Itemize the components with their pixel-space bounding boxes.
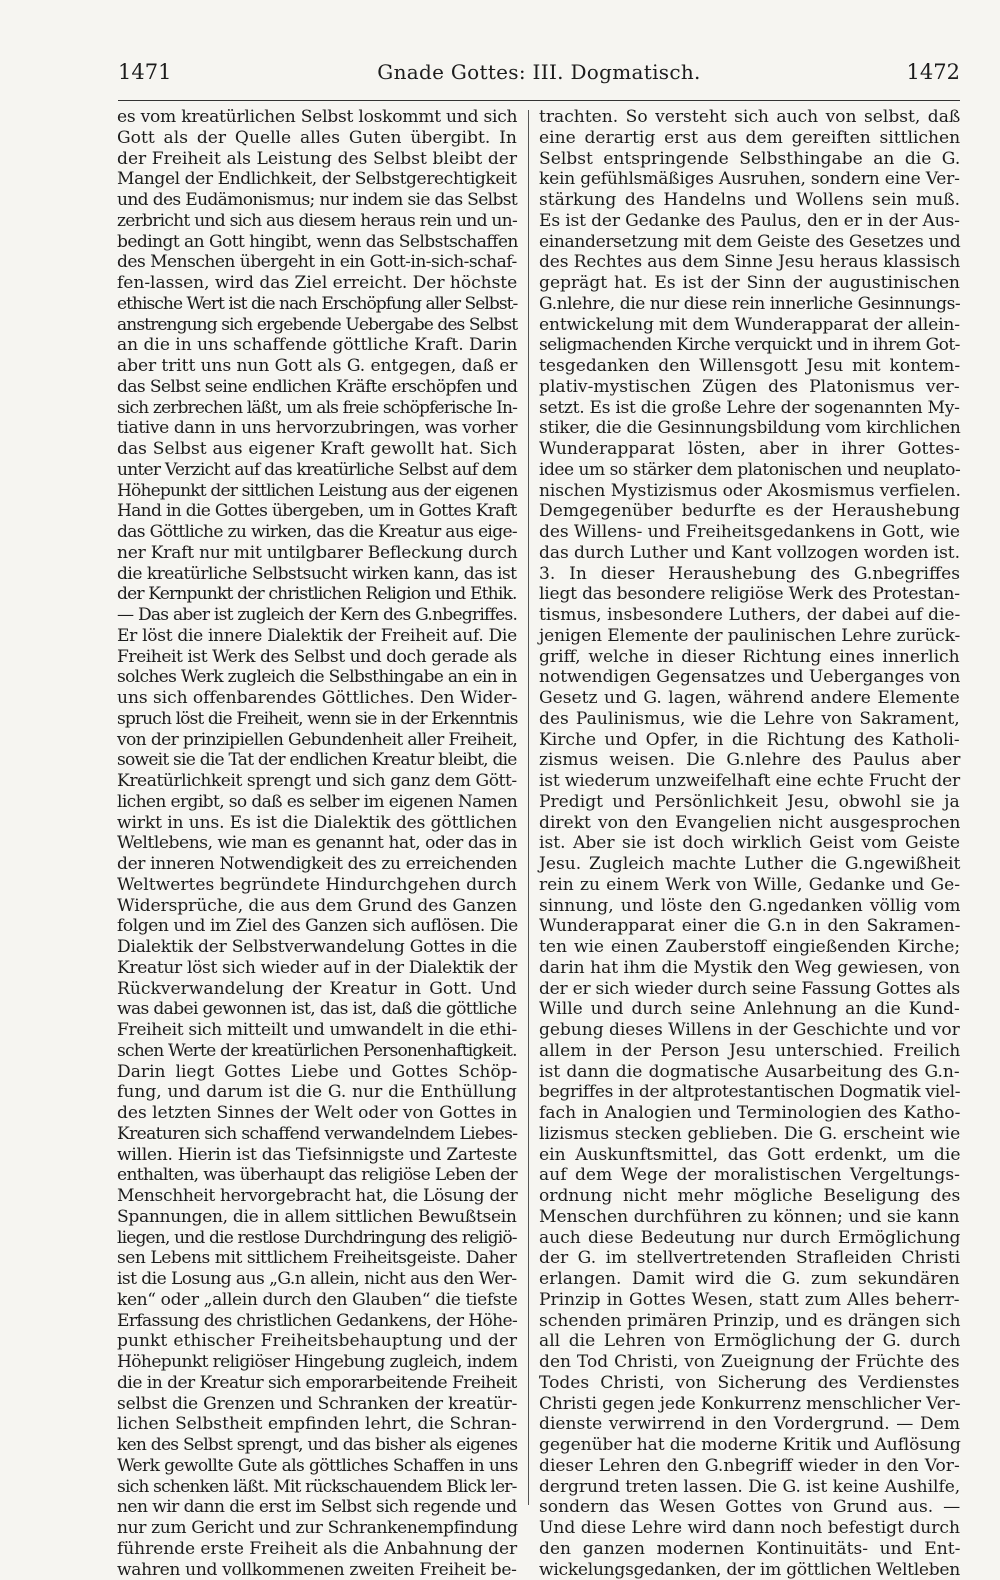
text-line: allem in der Person Jesu unterschied. Freilich — [539, 1041, 960, 1062]
text-line: ner Kraft nur mit untilgbarer Befleckung durch — [117, 543, 517, 564]
text-line: ein Auskunftsmittel, das Gott erdenkt, um die — [539, 1145, 960, 1166]
text-line: rein zu einem Werk von Wille, Gedanke und Ge- — [539, 875, 960, 896]
text-line: den Tod Christi, von Zueignung der Früchte des — [539, 1352, 960, 1373]
text-line: Christi gegen jede Konkurrenz menschlicher Ver- — [539, 1394, 960, 1415]
text-line: gegenüber hat die moderne Kritik und Auflösung — [539, 1435, 960, 1456]
text-line: Werk gewollte Gute als göttliches Schaffen in uns — [117, 1456, 517, 1477]
text-line: ist wiederum unzweifelhaft eine echte Frucht der — [539, 771, 960, 792]
text-line: tismus, insbesondere Luthers, der dabei auf die- — [539, 605, 960, 626]
text-line: der G. im stellvertretenden Strafleiden Christi — [539, 1248, 960, 1269]
text-line: ist. Aber sie ist doch wirklich Geist vom Geiste — [539, 833, 960, 854]
text-line: nen wir dann die erst im Selbst sich regende und — [117, 1497, 517, 1518]
text-line: Demgegenüber bedurfte es der Heraushebung — [539, 501, 960, 522]
text-line: Predigt und Persönlichkeit Jesu, obwohl sie ja — [539, 792, 960, 813]
text-line: Wunderapparat lösten, aber in ihrer Gottes- — [539, 439, 960, 460]
text-line: dieser Lehren den G.nbegriff wieder in den Vor- — [539, 1456, 960, 1477]
text-line: Weltwertes begründete Hindurchgehen durch — [117, 875, 517, 896]
text-line: 3. In dieser Heraushebung des G.nbegriffes — [539, 564, 960, 585]
text-line: schenden primären Prinzip, und es drängen sich — [539, 1311, 960, 1332]
text-line: sinnung, und löste den G.ngedanken völlig vom — [539, 896, 960, 917]
page-header — [118, 58, 960, 92]
text-line: das Selbst seine endlichen Kräfte erschöpfen und — [117, 377, 517, 398]
text-line: der er sich wieder durch seine Fassung Gottes als — [539, 979, 960, 1000]
text-line: begriffes in der altprotestantischen Dogmatik viel- — [539, 1082, 960, 1103]
text-line: ordnung nicht mehr mögliche Beseligung des — [539, 1186, 960, 1207]
text-line: uns sich offenbarendes Göttliches. Den Wider- — [117, 688, 517, 709]
text-line: der Freiheit als Leistung des Selbst bleibt der — [117, 149, 517, 170]
text-line: Höhepunkt der sittlichen Leistung aus der eigenen — [117, 481, 517, 502]
text-line: Freiheit sich mitteilt und umwandelt in die ethi- — [117, 1020, 517, 1041]
text-line: ist die Losung aus „G.n allein, nicht aus den Wer- — [117, 1269, 517, 1290]
text-line: wirkt in uns. Es ist die Dialektik des göttlichen — [117, 813, 517, 834]
text-line: Menschheit hervorgebracht hat, die Lösung der — [117, 1186, 517, 1207]
page-number-right: 1472 — [907, 60, 960, 84]
text-line: Kirche und Opfer, in die Richtung des Katholi- — [539, 730, 960, 751]
text-line: stärkung des Handelns und Wollens sein muß. — [539, 190, 960, 211]
text-line: was dabei gewonnen ist, das ist, daß die göttliche — [117, 999, 517, 1020]
text-line: an die in uns schaffende göttliche Kraft. Darin — [117, 335, 517, 356]
text-line: entwickelung mit dem Wunderapparat der allein- — [539, 315, 960, 336]
text-line: solches Werk zugleich die Selbsthingabe an ein in — [117, 667, 517, 688]
text-line: Todes Christi, von Sicherung des Verdienstes — [539, 1373, 960, 1394]
right-column — [539, 107, 960, 1507]
text-line: anstrengung sich ergebende Uebergabe des Selbst — [117, 315, 517, 336]
text-line: tiative dann in uns hervorzubringen, was vorher — [117, 418, 517, 439]
text-line: von der prinzipiellen Gebundenheit aller Freiheit, — [117, 730, 517, 751]
text-line: des Rechtes aus dem Sinne Jesu heraus klassisch — [539, 252, 960, 273]
text-line: sondern das Wesen Gottes von Grund aus. — — [539, 1497, 960, 1518]
text-line: des Menschen übergeht in ein Gott-in-sich-schaf- — [117, 252, 517, 273]
text-line: führende erste Freiheit als die Anbahnung der — [117, 1539, 517, 1560]
text-line: Und diese Lehre wird dann noch befestigt durch — [539, 1518, 960, 1539]
text-line: auch diese Bedeutung nur durch Ermöglichung — [539, 1228, 960, 1249]
text-line: ist dann die dogmatische Ausarbeitung des G.n- — [539, 1062, 960, 1083]
text-line: Kreaturen sich schaffend verwandelndem Liebes- — [117, 1124, 517, 1145]
text-line: ten wie einen Zauberstoff eingießenden Kirche; — [539, 937, 960, 958]
text-line: einandersetzung mit dem Geiste des Gesetzes und — [539, 232, 960, 253]
text-line: Kreatur löst sich wieder auf in der Dialektik der — [117, 958, 517, 979]
text-line: das Göttliche zu wirken, das die Kreatur aus eige- — [117, 522, 517, 543]
text-line: liegt das besondere religiöse Werk des Protestan- — [539, 584, 960, 605]
text-line: lizismus stecken geblieben. Die G. erscheint wie — [539, 1124, 960, 1145]
left-column — [117, 107, 517, 1507]
text-line: idee um so stärker dem platonischen und neuplato- — [539, 460, 960, 481]
text-line: nischen Mystizismus oder Akosmismus verfielen. — [539, 481, 960, 502]
text-line: aber tritt uns nun Gott als G. entgegen, daß er — [117, 356, 517, 377]
text-line: schen Werte der kreatürlichen Personenhaftigkeit. — [117, 1041, 517, 1062]
text-line: kein gefühlsmäßiges Ausruhen, sondern eine Ver- — [539, 169, 960, 190]
text-line: Jesu. Zugleich machte Luther die G.ngewißheit — [539, 854, 960, 875]
text-line: willen. Hierin ist das Tiefsinnigste und Zarteste — [117, 1145, 517, 1166]
text-line: fung, und darum ist die G. nur die Enthüllung — [117, 1082, 517, 1103]
text-line: soweit sie die Tat der endlichen Kreatur bleibt, die — [117, 750, 517, 771]
text-line: darin hat ihm die Mystik den Weg gewiesen, von — [539, 958, 960, 979]
text-line: Kreatürlichkeit sprengt und sich ganz dem Gött- — [117, 771, 517, 792]
text-line: der Kernpunkt der christlichen Religion und Ethik. — [117, 584, 517, 605]
text-line: Mangel der Endlichkeit, der Selbstgerechtigkeit — [117, 169, 517, 190]
text-line: das durch Luther und Kant vollzogen worden ist. — [539, 543, 960, 564]
text-line: erlangen. Damit wird die G. zum sekundären — [539, 1269, 960, 1290]
text-line: Spannungen, die in allem sittlichen Bewußtsein — [117, 1207, 517, 1228]
text-line: jenigen Elemente der paulinischen Lehre zurück- — [539, 626, 960, 647]
text-line: wahren und vollkommenen zweiten Freiheit be- — [117, 1560, 517, 1580]
text-line: plativ-mystischen Zügen des Platonismus ver- — [539, 377, 960, 398]
page-number-left: 1471 — [118, 60, 171, 84]
text-line: ken des Selbst sprengt, und das bisher als eigenes — [117, 1435, 517, 1456]
text-line: und des Eudämonismus; nur indem sie das Selbst — [117, 190, 517, 211]
text-line: des Willens- und Freiheitsgedankens in Gott, wie — [539, 522, 960, 543]
text-line: trachten. So versteht sich auch von selbst, daß — [539, 107, 960, 128]
text-line: gebung dieses Willens in der Geschichte und vor — [539, 1020, 960, 1041]
text-line: Höhepunkt religiöser Hingebung zugleich, indem — [117, 1352, 517, 1373]
text-line: Darin liegt Gottes Liebe und Gottes Schöp- — [117, 1062, 517, 1083]
text-line: notwendigen Gegensatzes und Ueberganges von — [539, 667, 960, 688]
text-line: selbst die Grenzen und Schranken der kreatür- — [117, 1394, 517, 1415]
text-line: auf dem Wege der moralistischen Vergeltungs- — [539, 1165, 960, 1186]
text-line: des Paulinismus, wie die Lehre von Sakrament, — [539, 709, 960, 730]
text-line: bedingt an Gott hingibt, wenn das Selbstschaffen — [117, 232, 517, 253]
text-line: tesgedanken den Willensgott Jesu mit kontem- — [539, 356, 960, 377]
header-rule — [118, 100, 960, 101]
text-line: all die Lehren von Ermöglichung der G. durch — [539, 1331, 960, 1352]
text-line: Gott als der Quelle alles Guten übergibt. In — [117, 128, 517, 149]
text-line: Es ist der Gedanke des Paulus, den er in der Aus- — [539, 211, 960, 232]
text-line: G.nlehre, die nur diese rein innerliche Gesinnungs- — [539, 294, 960, 315]
text-line: Gesetz und G. lagen, während andere Elemente — [539, 688, 960, 709]
text-line: nur zum Gericht und zur Schrankenempfindung — [117, 1518, 517, 1539]
text-line: fen-lassen, wird das Ziel erreicht. Der höchste — [117, 273, 517, 294]
text-line: Menschen durchführen zu können; und sie kann — [539, 1207, 960, 1228]
text-line: spruch löst die Freiheit, wenn sie in der Erkenntnis — [117, 709, 517, 730]
text-line: den ganzen modernen Kontinuitäts- und Ent- — [539, 1539, 960, 1560]
text-line: Freiheit ist Werk des Selbst und doch gerade als — [117, 647, 517, 668]
text-line: ethische Wert ist die nach Erschöpfung aller Selbst- — [117, 294, 517, 315]
text-line: — Das aber ist zugleich der Kern des G.nbegriffes. — [117, 605, 517, 626]
text-line: liegen, und die restlose Durchdringung des religiö- — [117, 1228, 517, 1249]
running-title: Gnade Gottes: III. Dogmatisch. — [118, 60, 960, 84]
text-line: ken“ oder „allein durch den Glauben“ die tiefste — [117, 1290, 517, 1311]
text-line: Widersprüche, die aus dem Grund des Ganzen — [117, 896, 517, 917]
column-divider — [528, 110, 529, 1505]
text-line: direkt von den Evangelien nicht ausgesprochen — [539, 813, 960, 834]
text-line: des letzten Sinnes der Welt oder von Gottes in — [117, 1103, 517, 1124]
text-line: punkt ethischer Freiheitsbehauptung und der — [117, 1331, 517, 1352]
text-line: sich zerbrechen läßt, um als freie schöpferische In- — [117, 398, 517, 419]
text-line: Wunderapparat einer die G.n in den Sakramen- — [539, 916, 960, 937]
text-line: es vom kreatürlichen Selbst loskommt und sich — [117, 107, 517, 128]
text-line: eine derartig erst aus dem gereiften sittlichen — [539, 128, 960, 149]
text-line: Er löst die innere Dialektik der Freiheit auf. Die — [117, 626, 517, 647]
text-line: seligmachenden Kirche verquickt und in ihrem Got- — [539, 335, 960, 356]
text-line: Prinzip in Gottes Wesen, statt zum Alles beherr- — [539, 1290, 960, 1311]
text-line: dienste verwirrend in den Vordergrund. — Dem — [539, 1414, 960, 1435]
text-line: fach in Analogien und Terminologien des Katho- — [539, 1103, 960, 1124]
text-line: zerbricht und sich aus diesem heraus rein und un- — [117, 211, 517, 232]
text-line: Hand in die Gottes übergeben, um in Gottes Kraft — [117, 501, 517, 522]
text-line: unter Verzicht auf das kreatürliche Selbst auf dem — [117, 460, 517, 481]
text-line: das Selbst aus eigener Kraft gewollt hat. Sich — [117, 439, 517, 460]
text-line: Rückverwandelung der Kreatur in Gott. Und — [117, 979, 517, 1000]
text-line: Dialektik der Selbstverwandelung Gottes in die — [117, 937, 517, 958]
text-line: enthalten, was überhaupt das religiöse Leben der — [117, 1165, 517, 1186]
text-line: zismus weisen. Die G.nlehre des Paulus aber — [539, 750, 960, 771]
text-line: lichen Selbstheit empfinden lehrt, die Schran- — [117, 1414, 517, 1435]
text-line: dergrund treten lassen. Die G. ist keine Aushilfe, — [539, 1477, 960, 1498]
text-line: setzt. Es ist die große Lehre der sogenannten My- — [539, 398, 960, 419]
text-line: lichen ergibt, so daß es selber im eigenen Namen — [117, 792, 517, 813]
text-line: sen Lebens mit sittlichem Freiheitsgeiste. Daher — [117, 1248, 517, 1269]
text-line: Selbst entspringende Selbsthingabe an die G. — [539, 149, 960, 170]
text-line: die in der Kreatur sich emporarbeitende Freiheit — [117, 1373, 517, 1394]
text-line: folgen und im Ziel des Ganzen sich auflösen. Die — [117, 916, 517, 937]
text-line: Weltlebens, wie man es genannt hat, oder das in — [117, 833, 517, 854]
text-line: der inneren Notwendigkeit des zu erreichenden — [117, 854, 517, 875]
text-line: griff, welche in dieser Richtung eines innerlich — [539, 647, 960, 668]
text-line: wickelungsgedanken, der im göttlichen Weltleben — [539, 1560, 960, 1580]
text-line: die kreatürliche Selbstsucht wirken kann, das ist — [117, 564, 517, 585]
text-line: stiker, die die Gesinnungsbildung vom kirchlichen — [539, 418, 960, 439]
text-line: geprägt hat. Es ist der Sinn der augustinischen — [539, 273, 960, 294]
text-line: Wille und durch seine Anlehnung an die Kund- — [539, 999, 960, 1020]
text-line: Erfassung des christlichen Gedankens, der Höhe- — [117, 1311, 517, 1332]
text-line: sich schenken läßt. Mit rückschauendem Blick ler- — [117, 1477, 517, 1498]
